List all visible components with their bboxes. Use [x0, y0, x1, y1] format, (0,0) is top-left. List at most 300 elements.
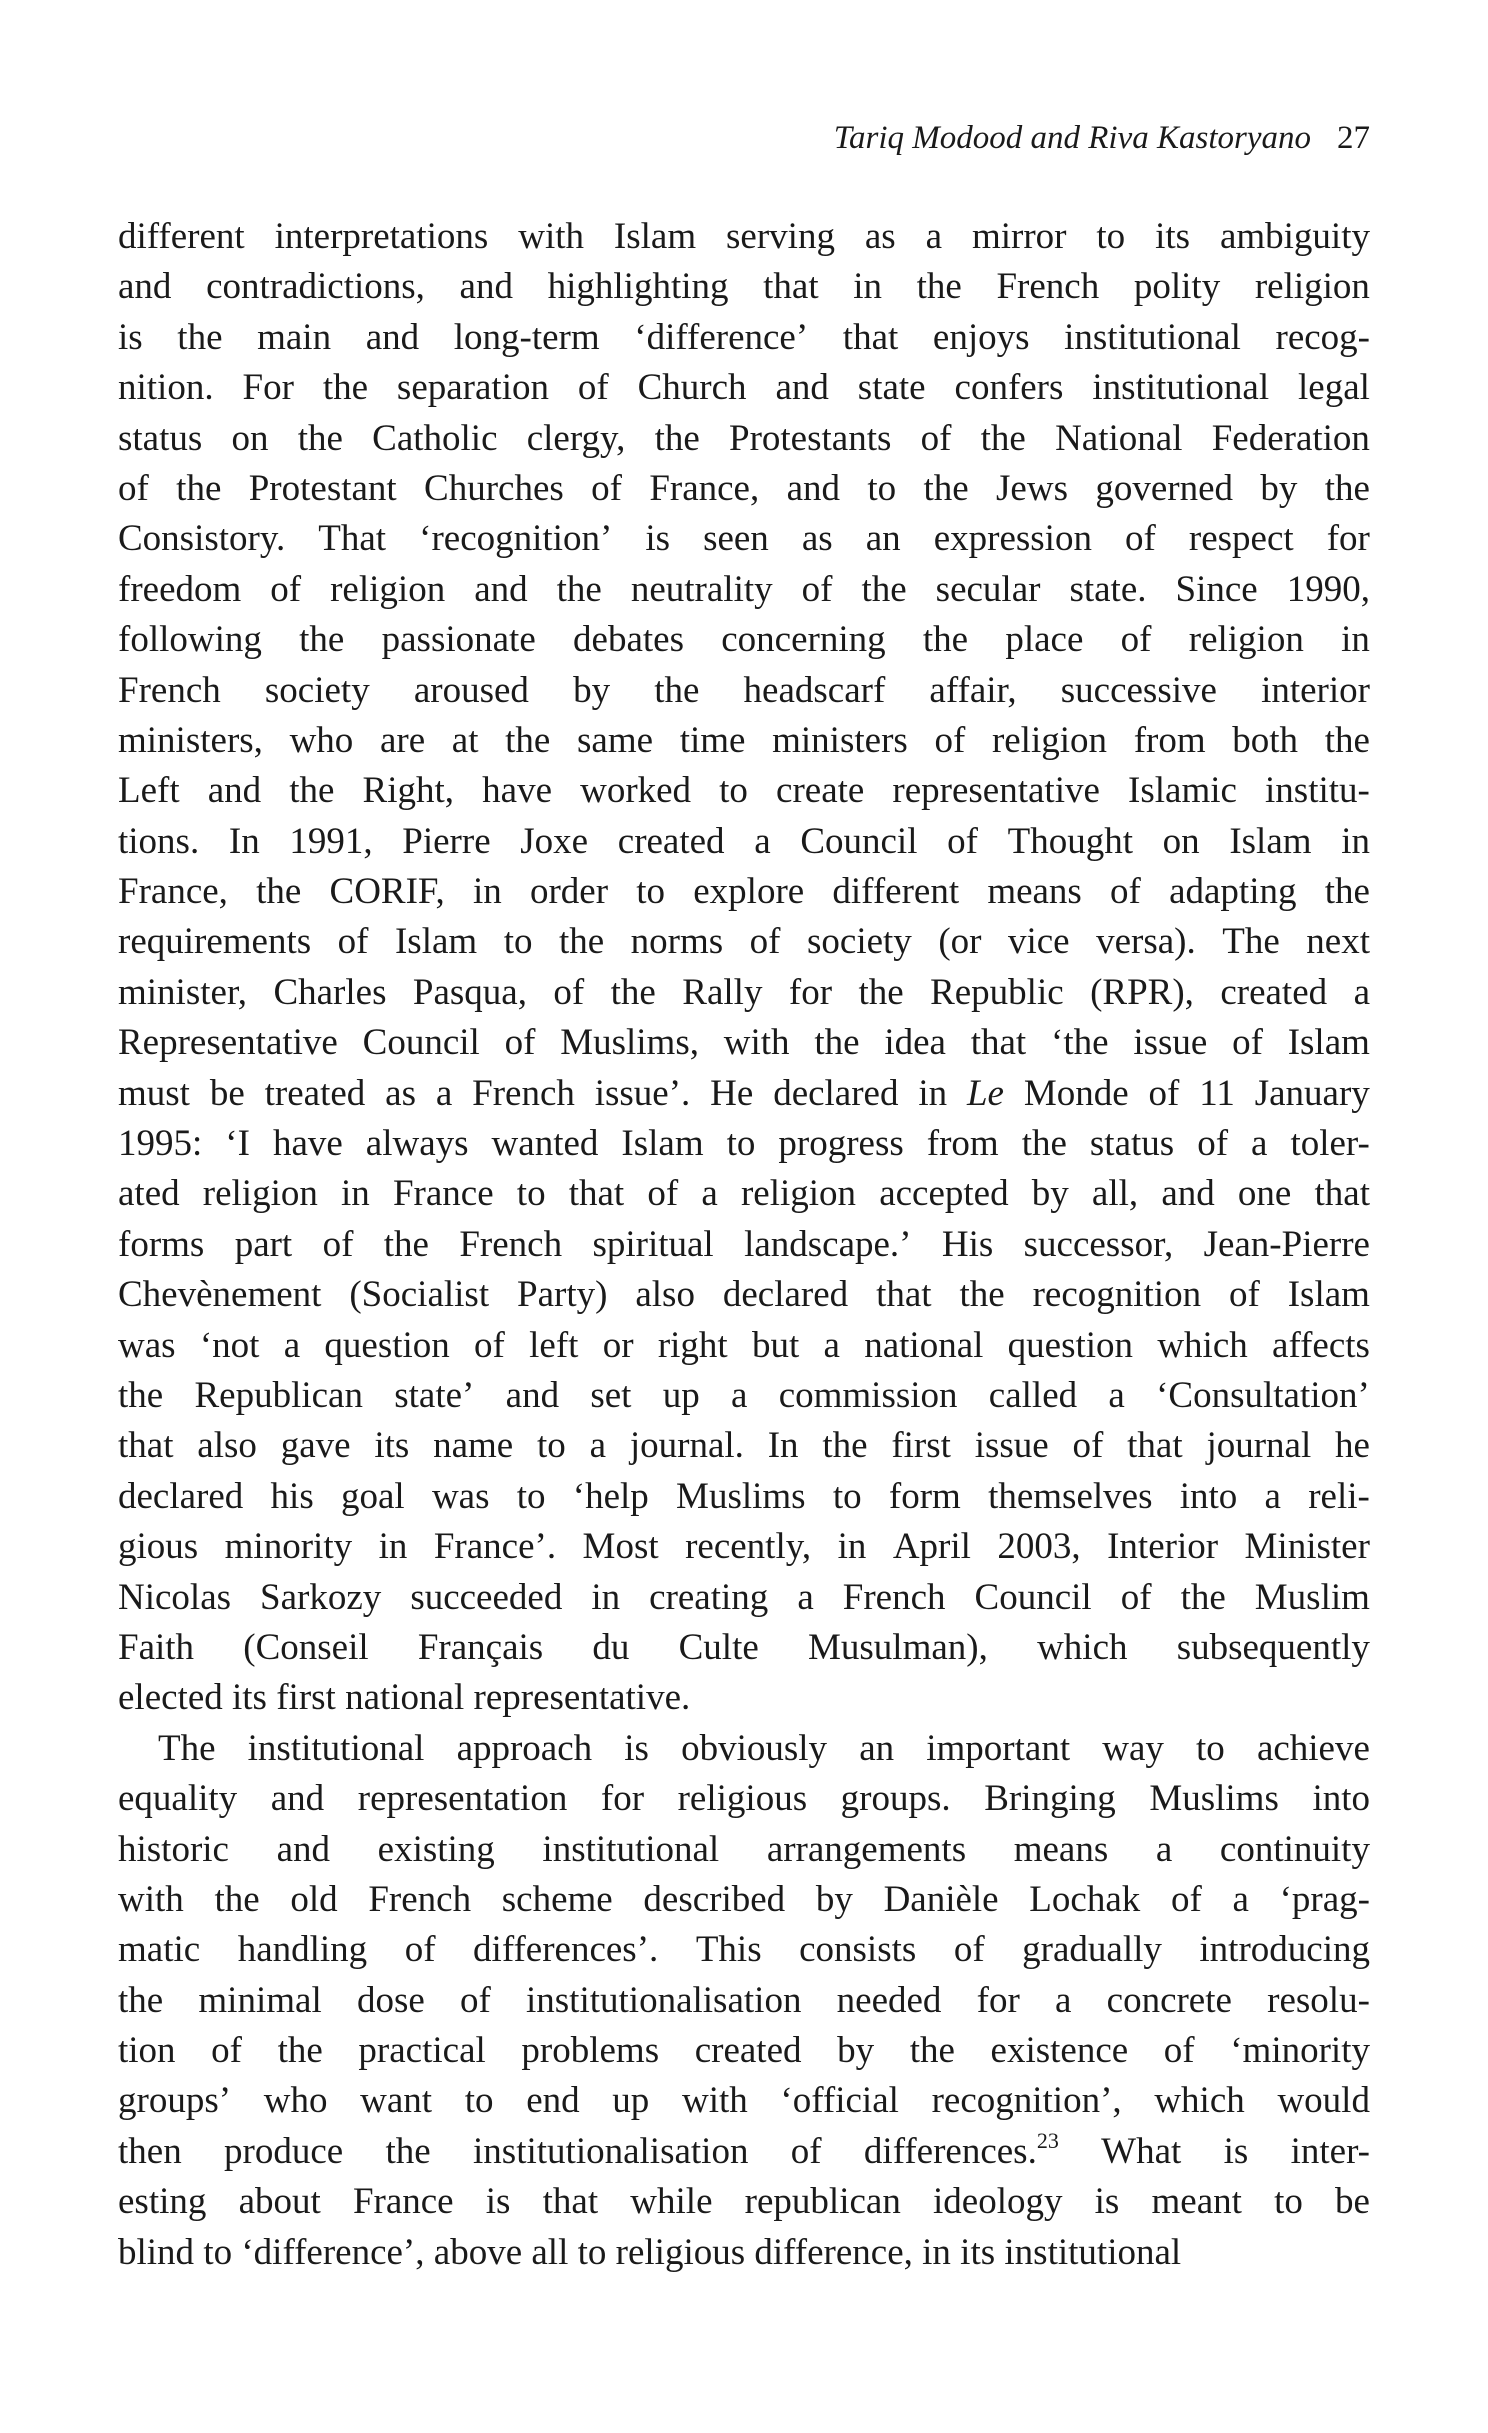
word: approach: [456, 1727, 593, 1769]
word: affair,: [929, 669, 1017, 711]
word: old: [290, 1878, 338, 1920]
word: of: [322, 1223, 354, 1265]
word: the: [1324, 871, 1370, 913]
word: successor,: [1023, 1223, 1174, 1265]
word: means: [1013, 1828, 1109, 1870]
word: achieve: [1256, 1727, 1370, 1769]
word: is: [485, 2181, 511, 2223]
word: separation: [396, 367, 549, 409]
word: interpretations: [274, 216, 489, 257]
word: with: [681, 2080, 748, 2122]
text-line: [118, 262, 1370, 312]
word: and: [775, 367, 829, 409]
word: religion: [1254, 266, 1370, 308]
word: ambiguity: [1219, 216, 1370, 257]
page-number: 27: [1337, 120, 1370, 156]
word: French: [368, 1878, 472, 1920]
word: difference,: [754, 2231, 913, 2273]
word: to: [719, 770, 748, 812]
word: Thought: [1007, 820, 1134, 862]
word: ‘the: [1051, 1022, 1109, 1064]
word: described: [643, 1878, 786, 1920]
word: the: [297, 417, 343, 459]
word: ‘difference’: [634, 316, 809, 358]
word: institutional: [247, 1727, 425, 1769]
word: be: [209, 1072, 245, 1114]
word: French: [996, 266, 1100, 308]
word: journal: [1206, 1425, 1312, 1467]
word: ‘I: [225, 1123, 250, 1165]
word: Islam: [621, 1123, 704, 1165]
text-line: [118, 1018, 1370, 1068]
word: and: [270, 1778, 325, 1820]
word: Charles: [273, 971, 387, 1013]
word: the: [1180, 1576, 1226, 1618]
word: from: [926, 1123, 999, 1165]
word: representative: [892, 770, 1100, 812]
text-line: [118, 1270, 1370, 1320]
word: a: [1155, 1828, 1173, 1870]
text-line: [118, 1069, 1370, 1119]
word: religion: [202, 1173, 318, 1215]
word: representative.: [473, 1677, 691, 1719]
text-line: [118, 716, 1370, 766]
text-line: [118, 565, 1370, 615]
word: time: [679, 719, 746, 761]
word: gious: [118, 1526, 199, 1568]
word: accepted: [879, 1173, 1009, 1215]
word: expression: [933, 518, 1092, 560]
word: to: [503, 921, 533, 963]
word: a: [283, 1324, 301, 1366]
word: Protestant: [248, 467, 397, 509]
word: name: [433, 1425, 514, 1467]
word: an: [859, 1727, 895, 1769]
word: to: [867, 467, 897, 509]
word: (or: [938, 921, 982, 963]
word: which: [1037, 1626, 1128, 1668]
word: CORIF,: [329, 871, 445, 913]
word: Party): [517, 1274, 608, 1316]
word: religion: [991, 719, 1108, 761]
word: of: [1148, 1072, 1180, 1114]
word: his: [270, 1475, 314, 1517]
word: which: [1154, 2080, 1245, 2122]
word: of: [1120, 619, 1152, 661]
word: is: [118, 316, 143, 358]
word: question: [324, 1324, 450, 1366]
word: Pierre: [402, 820, 491, 862]
word: polity: [1133, 266, 1221, 308]
word: ministers: [772, 719, 908, 761]
word: a: [1353, 971, 1370, 1013]
text-line: [118, 2026, 1370, 2076]
word: as: [801, 518, 833, 560]
word: contradictions,: [206, 266, 425, 308]
word: issue’.: [594, 1072, 691, 1114]
word: the: [858, 971, 904, 1013]
word: requirements: [118, 921, 312, 963]
word: a: [435, 1072, 453, 1114]
word: issue: [1133, 1022, 1208, 1064]
word: France: [352, 2181, 454, 2223]
word: affects: [1272, 1324, 1370, 1366]
word: status: [1089, 1123, 1175, 1165]
word: be: [1335, 2181, 1370, 2223]
word: of: [404, 1929, 436, 1971]
word: obviously: [681, 1727, 828, 1769]
word: state: [857, 367, 926, 409]
word: the: [654, 417, 700, 459]
word: religion: [1188, 619, 1304, 661]
word: all,: [1091, 1173, 1139, 1215]
word: differences.$^{23}$: [863, 2127, 1059, 2172]
word: creating: [649, 1576, 769, 1618]
word: which: [1157, 1324, 1248, 1366]
word: different: [118, 216, 245, 257]
word: 1991,: [289, 820, 373, 862]
word: equality: [118, 1778, 238, 1820]
word: with: [723, 1022, 790, 1064]
word: to: [1196, 1727, 1225, 1769]
word: Muslims: [1149, 1778, 1279, 1820]
text-line: [118, 1119, 1370, 1169]
word: of: [270, 568, 302, 610]
word: existing: [377, 1828, 495, 1870]
word: the: [289, 770, 335, 812]
word: or: [602, 1324, 634, 1366]
word: form: [888, 1475, 961, 1517]
word: one: [1237, 1173, 1292, 1215]
word: aroused: [413, 669, 529, 711]
word: freedom: [118, 568, 242, 610]
word: right: [657, 1324, 728, 1366]
word: that: [763, 266, 819, 308]
word: confers: [954, 367, 1064, 409]
word: The: [1222, 921, 1280, 963]
word: subsequently: [1176, 1626, 1370, 1668]
word: ‘minority: [1230, 2030, 1370, 2072]
word: Islam: [1229, 820, 1312, 862]
word: to: [636, 871, 666, 913]
word: by: [1031, 1173, 1069, 1215]
word: that: [118, 1425, 174, 1467]
word: needed: [836, 1979, 942, 2021]
word: into: [1179, 1475, 1238, 1517]
word: In: [767, 1425, 799, 1467]
text-line: [118, 1321, 1370, 1371]
word: that: [542, 2181, 599, 2223]
word: state’: [394, 1374, 475, 1416]
word: religion: [740, 1173, 857, 1215]
word: to: [577, 2231, 607, 2273]
word: following: [118, 619, 262, 661]
word: must: [118, 1072, 190, 1114]
word: was: [118, 1324, 176, 1366]
word: to: [726, 1123, 756, 1165]
word: different: [832, 871, 960, 913]
word: Le: [966, 1072, 1004, 1114]
word: and: [276, 1828, 331, 1870]
word: gradually: [1022, 1929, 1162, 1971]
word: main: [257, 316, 332, 358]
word: both: [1232, 719, 1299, 761]
word: is: [645, 518, 671, 560]
word: the: [861, 568, 907, 610]
word: In: [228, 820, 260, 862]
text-line: [118, 1825, 1370, 1875]
word: adapting: [1169, 871, 1297, 913]
running-head: [834, 118, 1370, 158]
word: Nicolas: [118, 1576, 232, 1618]
word: and: [459, 266, 513, 308]
word: National: [1055, 417, 1183, 459]
word: Muslim: [1254, 1576, 1370, 1618]
word: ‘not: [199, 1324, 260, 1366]
word: a: [754, 820, 771, 862]
word: to: [1274, 2181, 1303, 2223]
word: for: [1326, 518, 1370, 560]
text-line: [118, 1371, 1370, 1421]
paragraph: [118, 212, 1370, 1724]
word: du: [592, 1626, 630, 1668]
word: next: [1306, 921, 1370, 963]
word: on: [1162, 820, 1200, 862]
word: the: [923, 467, 969, 509]
word: Danièle: [883, 1878, 999, 1920]
word: institutionalisation: [473, 2130, 749, 2172]
word: its: [960, 2231, 996, 2273]
word: institu-: [1265, 770, 1370, 812]
word: in: [473, 871, 502, 913]
running-head-authors: Tariq Modood and Riva Kastoryano: [833, 120, 1311, 156]
word: Muslims,: [560, 1022, 699, 1064]
word: up: [662, 1374, 700, 1416]
word: the: [814, 1022, 860, 1064]
word: with: [118, 1878, 184, 1920]
word: April: [892, 1526, 971, 1568]
word: to: [516, 1475, 546, 1517]
word: a: [701, 1173, 718, 1215]
word: existence: [990, 2030, 1129, 2072]
word: France,: [118, 871, 228, 913]
word: concerning: [721, 619, 886, 661]
word: Catholic: [372, 417, 498, 459]
word: of: [934, 719, 966, 761]
word: institutional: [1064, 316, 1241, 358]
word: of: [474, 1324, 505, 1366]
word: of: [790, 2130, 822, 2172]
word: inter-: [1290, 2130, 1370, 2172]
word: headscarf: [743, 669, 886, 711]
word: is: [1094, 2181, 1120, 2223]
word: with: [518, 216, 585, 257]
word: long-term: [453, 316, 600, 358]
word: of: [1120, 1576, 1152, 1618]
word: at: [451, 719, 479, 761]
word: the: [922, 619, 969, 661]
word: in: [922, 2231, 951, 2273]
word: the: [177, 316, 223, 358]
word: Islam: [1287, 1022, 1370, 1064]
word: national: [345, 1677, 465, 1719]
word: (Conseil: [243, 1626, 369, 1668]
word: ‘prag-: [1279, 1878, 1370, 1920]
word: (RPR),: [1090, 971, 1194, 1013]
word: a: [1264, 1475, 1281, 1517]
text-line: [118, 363, 1370, 413]
word: commission: [778, 1374, 958, 1416]
word: clergy,: [526, 417, 626, 459]
word: Jean-Pierre: [1203, 1223, 1370, 1265]
body-text: [118, 212, 1370, 2278]
word: minority: [224, 1526, 353, 1568]
word: 2003,: [997, 1526, 1081, 1568]
word: versa).: [1096, 921, 1196, 963]
word: the: [1324, 467, 1370, 509]
word: who: [263, 2080, 328, 2122]
word: introducing: [1199, 1929, 1370, 1971]
word: minister,: [118, 971, 248, 1013]
word: dose: [356, 1979, 425, 2021]
word: the: [1021, 1123, 1067, 1165]
word: Faith: [118, 1626, 195, 1668]
word: while: [630, 2181, 713, 2223]
word: an: [865, 518, 901, 560]
word: Jews: [996, 467, 1068, 509]
word: same: [577, 719, 654, 761]
word: This: [695, 1929, 762, 1971]
word: Council: [800, 820, 918, 862]
word: Islam: [1287, 1274, 1370, 1316]
word: on: [231, 417, 269, 459]
word: of: [749, 921, 781, 963]
text-line: [118, 212, 1370, 262]
word: debates: [573, 619, 684, 661]
word: he: [1335, 1425, 1370, 1467]
text-line: [118, 313, 1370, 363]
word: spiritual: [592, 1223, 714, 1265]
word: the: [256, 871, 302, 913]
word: is: [624, 1727, 649, 1769]
word: religion: [330, 568, 446, 610]
word: esting: [118, 2181, 207, 2223]
word: and: [365, 316, 420, 358]
word: the: [654, 669, 700, 711]
word: by: [573, 669, 611, 711]
text-line: [118, 666, 1370, 716]
word: the: [909, 2030, 955, 2072]
word: treated: [264, 1072, 366, 1114]
word: of: [211, 2030, 242, 2072]
word: of: [1232, 1022, 1263, 1064]
word: gave: [280, 1425, 351, 1467]
word: a: [1108, 1374, 1125, 1416]
word: ideology: [933, 2181, 1063, 2223]
word: Churches: [424, 467, 564, 509]
word: recognition: [1032, 1274, 1202, 1316]
word: is: [1223, 2130, 1249, 2172]
word: and: [207, 770, 262, 812]
word: ated: [118, 1173, 180, 1215]
word: idea: [884, 1022, 946, 1064]
word: Islam: [394, 921, 478, 963]
text-line: [118, 1875, 1370, 1925]
word: as: [864, 216, 896, 257]
word: the: [505, 719, 551, 761]
word: blind: [118, 2231, 195, 2273]
word: concrete: [1106, 1979, 1232, 2021]
word: about: [238, 2181, 321, 2223]
word: Lochak: [1029, 1878, 1141, 1920]
word: of: [553, 971, 585, 1013]
word: continuity: [1219, 1828, 1370, 1870]
word: mirror: [971, 216, 1067, 257]
word: a: [730, 1374, 748, 1416]
word: a: [1251, 1123, 1268, 1165]
text-line: [118, 615, 1370, 665]
word: state.: [1069, 568, 1147, 610]
word: by: [815, 1878, 853, 1920]
word: France,: [649, 467, 760, 509]
word: Church: [637, 367, 747, 409]
word: in: [341, 1173, 370, 1215]
word: French: [459, 1223, 563, 1265]
word: way: [1102, 1727, 1164, 1769]
word: vice: [1007, 921, 1070, 963]
word: to: [537, 1425, 566, 1467]
word: Monde: [1023, 1072, 1129, 1114]
word: means: [987, 871, 1082, 913]
word: question: [1007, 1324, 1134, 1366]
word: Minister: [1244, 1526, 1370, 1568]
word: interior: [1261, 669, 1370, 711]
word: all: [531, 2231, 569, 2273]
word: create: [776, 770, 865, 812]
word: of: [118, 467, 149, 509]
word: and: [1161, 1173, 1215, 1215]
word: scheme: [501, 1878, 613, 1920]
word: 1995:: [118, 1123, 203, 1165]
word: the: [385, 2130, 431, 2172]
word: of: [920, 417, 952, 459]
word: 1990,: [1286, 568, 1370, 610]
word: progress: [778, 1123, 904, 1165]
text-line: [118, 968, 1370, 1018]
text-line: [118, 766, 1370, 816]
word: That: [318, 518, 387, 560]
word: of: [1229, 1274, 1260, 1316]
word: the: [822, 1425, 868, 1467]
word: Since: [1175, 568, 1258, 610]
word: landscape.’: [744, 1223, 912, 1265]
word: matic: [118, 1929, 201, 1971]
text-line: [118, 1724, 1370, 1774]
word: institutionalisation: [526, 1979, 802, 2021]
word: status: [118, 417, 203, 459]
word: religious: [677, 1778, 808, 1820]
word: created: [1220, 971, 1328, 1013]
word: also: [635, 1274, 695, 1316]
word: have: [272, 1123, 343, 1165]
word: of: [591, 467, 622, 509]
word: of: [459, 1979, 491, 2021]
word: for: [600, 1778, 645, 1820]
word: recog-: [1275, 316, 1370, 358]
word: and: [474, 568, 528, 610]
word: who: [289, 719, 354, 761]
word: recognition’,: [931, 2080, 1122, 2122]
